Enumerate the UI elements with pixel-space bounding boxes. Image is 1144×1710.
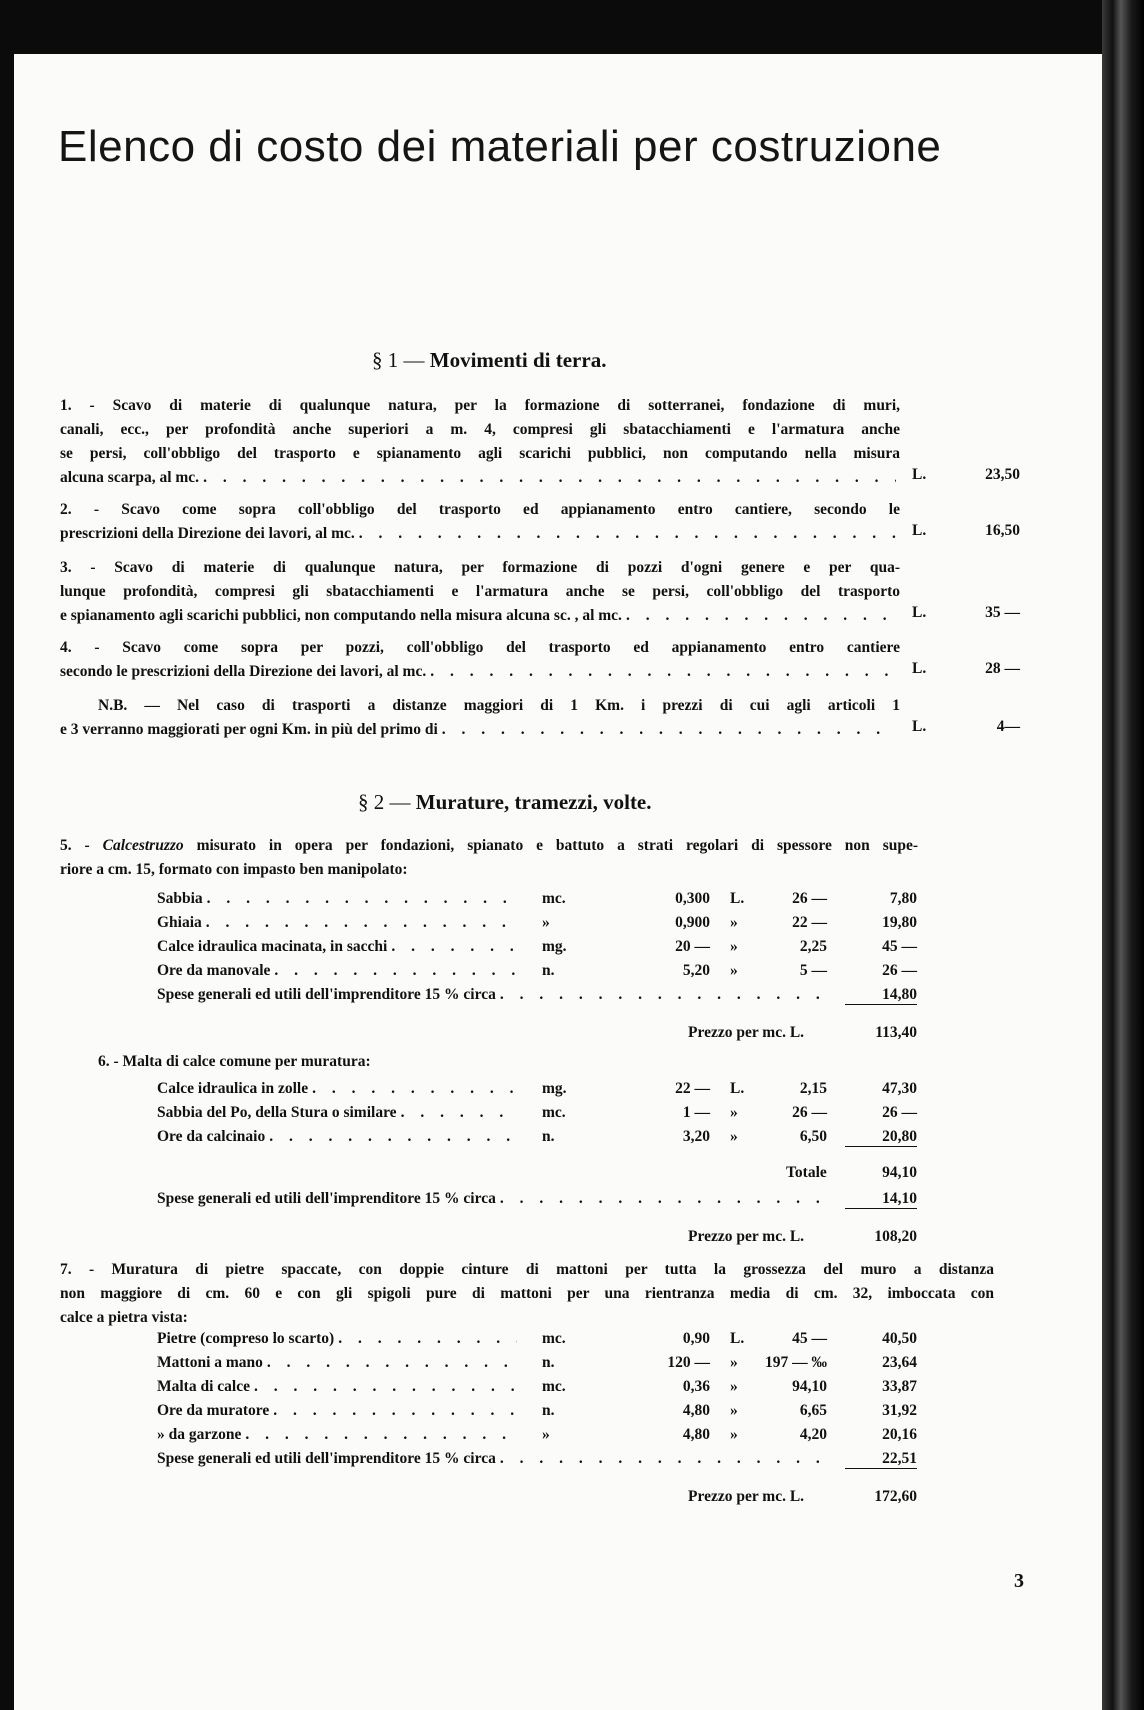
leader-dots <box>273 1402 517 1420</box>
row-currency: » <box>730 1402 738 1419</box>
row-currency: L. <box>730 890 745 907</box>
row-qty: 0,90 <box>682 1330 710 1347</box>
item-7-prezzo-label: Prezzo per mc. L. <box>688 1488 805 1505</box>
item-1-price: 23,50 <box>985 466 1020 483</box>
row-desc: Sabbia del Po, della Stura o similare <box>157 1104 397 1121</box>
section-2-heading <box>358 790 652 815</box>
row-desc: Ore da muratore <box>157 1402 270 1419</box>
item-7-prezzo-amount: 172,60 <box>874 1488 917 1505</box>
row-qty: 5,20 <box>682 962 710 979</box>
row-currency: » <box>730 1104 738 1121</box>
item-6-totale-amount: 94,10 <box>882 1164 917 1181</box>
item-5-intro-line: riore a cm. 15, formato con impasto ben manipolato: <box>60 861 408 878</box>
leader-dots <box>500 986 825 1004</box>
item-5-material: Calcestruzzo <box>102 837 184 854</box>
item-5-intro-line <box>60 834 918 858</box>
item-5-number: 5. - <box>60 837 90 854</box>
row-amount: 26 — <box>882 1104 917 1121</box>
leader-dots <box>626 604 896 628</box>
item-6-prezzo-amount: 108,20 <box>874 1228 917 1245</box>
note-nb-currency: L. <box>912 718 927 735</box>
row-amount: 7,80 <box>889 890 917 907</box>
item-2-currency: L. <box>912 522 927 539</box>
row-qty: 0,300 <box>675 890 710 907</box>
row-amount: 47,30 <box>882 1080 917 1097</box>
item-4-line: 4. - Scavo come sopra per pozzi, coll'obbligo del trasporto ed appianamento entro cantiere <box>60 639 900 656</box>
row-currency: » <box>730 1128 738 1145</box>
item-4-last-text: secondo le prescrizioni della Direzione dei lavori, al mc. <box>60 663 427 680</box>
row-desc: Ore da calcinaio <box>157 1128 266 1145</box>
row-unit: mg. <box>542 1080 567 1097</box>
item-1-currency: L. <box>912 466 927 483</box>
section-1-heading <box>372 348 606 373</box>
leader-dots <box>500 1190 825 1208</box>
item-2-price: 16,50 <box>985 522 1020 539</box>
row-unit: mc. <box>542 1330 566 1347</box>
row-qty: 4,80 <box>682 1426 710 1443</box>
item-3-last-text: e spianamento agli scarichi pubblici, non computando nella misura alcuna sc. , al mc. <box>60 607 622 624</box>
row-price: 2,15 <box>799 1080 827 1097</box>
row-unit: n. <box>542 962 555 979</box>
row-price: 6,65 <box>799 1402 827 1419</box>
spese-amount: 14,80 <box>845 986 917 1005</box>
leader-dots <box>401 1104 517 1122</box>
row-qty: 120 — <box>667 1354 710 1371</box>
item-2-last-line <box>60 522 900 546</box>
item-3-line: 3. - Scavo di materie di qualunque natura, per formazione di pozzi d'ogni genere e per qua- <box>60 559 900 576</box>
page-title: Elenco di costo dei materiali per costruzione <box>58 122 942 171</box>
row-price: 6,50 <box>799 1128 827 1145</box>
item-7-intro-line: non maggiore di cm. 60 e con gli spigoli pure di mattoni per una rientranza media di cm. 32, imboccata con <box>60 1285 994 1302</box>
leader-dots <box>430 660 896 684</box>
item-1-line: canali, ecc., per profondità anche superiori a m. 4, compresi gli sbatacchiamenti e l'armatura anche <box>60 421 900 438</box>
note-nb-last-text: e 3 verranno maggiorati per ogni Km. in più del primo di <box>60 721 438 738</box>
row-price: 45 — <box>792 1330 827 1347</box>
row-qty: 4,80 <box>682 1402 710 1419</box>
row-qty: 3,20 <box>682 1128 710 1145</box>
spese-label: Spese generali ed utili dell'imprenditore 15 % circa <box>157 986 496 1003</box>
leader-dots <box>338 1330 517 1348</box>
row-currency: » <box>730 938 738 955</box>
row-desc: Pietre (compreso lo scarto) <box>157 1330 335 1347</box>
spese-row <box>157 1190 917 1214</box>
item-3-line: lunque profondità, compresi gli sbatacchiamenti e l'armatura anche se persi, coll'obbligo del trasporto <box>60 583 900 600</box>
row-price: 94,10 <box>792 1378 827 1395</box>
item-5-prezzo-label: Prezzo per mc. L. <box>688 1024 805 1041</box>
leader-dots <box>359 522 896 546</box>
item-4 <box>60 636 900 684</box>
item-5-description: misurato in opera per fondazioni, spianato e battuto a strati regolari di spessore non supe- <box>196 837 918 854</box>
leader-dots <box>207 890 517 908</box>
row-qty: 20 — <box>675 938 710 955</box>
row-desc: Mattoni a mano <box>157 1354 263 1371</box>
note-nb-last-line <box>60 718 900 742</box>
row-currency: » <box>730 1378 738 1395</box>
row-qty: 0,36 <box>682 1378 710 1395</box>
row-price: 197 — ‰ <box>765 1354 827 1371</box>
row-unit: n. <box>542 1128 555 1145</box>
row-amount: 33,87 <box>882 1378 917 1395</box>
leader-dots <box>267 1354 517 1372</box>
item-1-last-text: alcuna scarpa, al mc. <box>60 469 200 486</box>
row-desc: » da garzone <box>157 1426 242 1443</box>
row-price: 22 — <box>792 914 827 931</box>
row-qty: 0,900 <box>675 914 710 931</box>
leader-dots <box>500 1450 825 1468</box>
leader-dots <box>203 466 896 490</box>
scan-border-top <box>0 0 1144 54</box>
row-unit: » <box>542 914 550 931</box>
row-price: 4,20 <box>799 1426 827 1443</box>
item-3 <box>60 556 900 628</box>
section-2-sign: § 2 — <box>358 790 411 814</box>
item-6-intro-line: 6. - Malta di calce comune per muratura: <box>98 1053 371 1070</box>
item-1-line: 1. - Scavo di materie di qualunque natura, per la formazione di sotterranei, fondazione di muri, <box>60 397 900 414</box>
row-currency: » <box>730 962 738 979</box>
row-amount: 20,16 <box>882 1426 917 1443</box>
item-1-last-line <box>60 466 900 490</box>
leader-dots <box>254 1378 517 1396</box>
book-spine-edge <box>1102 0 1144 1710</box>
item-5-prezzo-amount: 113,40 <box>875 1024 917 1041</box>
item-6-prezzo-label: Prezzo per mc. L. <box>688 1228 805 1245</box>
row-unit: mc. <box>542 1378 566 1395</box>
row-currency: L. <box>730 1330 745 1347</box>
row-currency: L. <box>730 1080 745 1097</box>
page-number: 3 <box>1014 1570 1024 1592</box>
row-price: 26 — <box>792 890 827 907</box>
row-amount: 31,92 <box>882 1402 917 1419</box>
item-7-intro <box>60 1258 994 1330</box>
row-price: 2,25 <box>799 938 827 955</box>
row-price: 5 — <box>799 962 827 979</box>
row-amount: 45 — <box>882 938 917 955</box>
row-desc: Ore da manovale <box>157 962 271 979</box>
scan-border-left <box>0 0 14 1710</box>
spese-label: Spese generali ed utili dell'imprenditore 15 % circa <box>157 1190 496 1207</box>
item-2-last-text: prescrizioni della Direzione dei lavori, al mc. <box>60 525 355 542</box>
row-unit: n. <box>542 1402 555 1419</box>
row-unit: mg. <box>542 938 567 955</box>
item-3-last-line <box>60 604 900 628</box>
row-desc: Sabbia <box>157 890 203 907</box>
row-amount: 20,80 <box>845 1128 917 1147</box>
item-4-last-line <box>60 660 900 684</box>
item-3-price: 35 — <box>985 604 1020 621</box>
spese-label: Spese generali ed utili dell'imprenditore 15 % circa <box>157 1450 496 1467</box>
section-2-name: Murature, tramezzi, volte. <box>415 790 652 814</box>
row-unit: » <box>542 1426 550 1443</box>
row-unit: n. <box>542 1354 555 1371</box>
item-6-totale-label: Totale <box>786 1164 827 1181</box>
spese-row <box>157 986 917 1010</box>
row-amount: 23,64 <box>882 1354 917 1371</box>
row-amount: 40,50 <box>882 1330 917 1347</box>
row-price: 26 — <box>792 1104 827 1121</box>
item-1-line: se persi, coll'obbligo del trasporto e spianamento agli scarichi pubblici, non computando nella misura <box>60 445 900 462</box>
leader-dots <box>312 1080 517 1098</box>
row-qty: 1 — <box>682 1104 710 1121</box>
section-1-sign: § 1 — <box>372 348 425 372</box>
row-amount: 19,80 <box>882 914 917 931</box>
note-nb <box>98 694 900 718</box>
row-desc: Ghiaia <box>157 914 202 931</box>
section-1-name: Movimenti di terra. <box>429 348 607 372</box>
note-nb-cont <box>60 718 900 742</box>
item-7-intro-line: calce a pietra vista: <box>60 1309 188 1326</box>
leader-dots <box>442 718 896 742</box>
note-nb-line: N.B. — Nel caso di trasporti a distanze maggiori di 1 Km. i prezzi di cui agli articoli 1 <box>98 697 900 714</box>
item-3-currency: L. <box>912 604 927 621</box>
row-qty: 22 — <box>675 1080 710 1097</box>
leader-dots <box>245 1426 517 1444</box>
item-7-intro-line: 7. - Muratura di pietre spaccate, con doppie cinture di mattoni per tutta la grossezza del muro a distanza <box>60 1261 994 1278</box>
row-unit: mc. <box>542 890 566 907</box>
item-1 <box>60 394 900 490</box>
row-desc: Calce idraulica in zolle <box>157 1080 309 1097</box>
item-4-price: 28 — <box>985 660 1020 677</box>
spese-amount: 22,51 <box>845 1450 917 1469</box>
spese-row <box>157 1450 917 1474</box>
spese-amount: 14,10 <box>845 1190 917 1209</box>
item-2-line: 2. - Scavo come sopra coll'obbligo del trasporto ed appianamento entro cantiere, secondo le <box>60 501 900 518</box>
leader-dots <box>274 962 517 980</box>
item-4-currency: L. <box>912 660 927 677</box>
row-currency: » <box>730 1354 738 1371</box>
item-2 <box>60 498 900 546</box>
row-unit: mc. <box>542 1104 566 1121</box>
row-amount: 26 — <box>882 962 917 979</box>
item-5-intro <box>60 834 918 882</box>
item-6-intro <box>98 1050 938 1074</box>
row-currency: » <box>730 1426 738 1443</box>
leader-dots <box>269 1128 517 1146</box>
leader-dots <box>206 914 517 932</box>
row-desc: Malta di calce <box>157 1378 250 1395</box>
leader-dots <box>391 938 517 956</box>
row-desc: Calce idraulica macinata, in sacchi <box>157 938 388 955</box>
row-currency: » <box>730 914 738 931</box>
note-nb-price: 4— <box>996 718 1020 735</box>
